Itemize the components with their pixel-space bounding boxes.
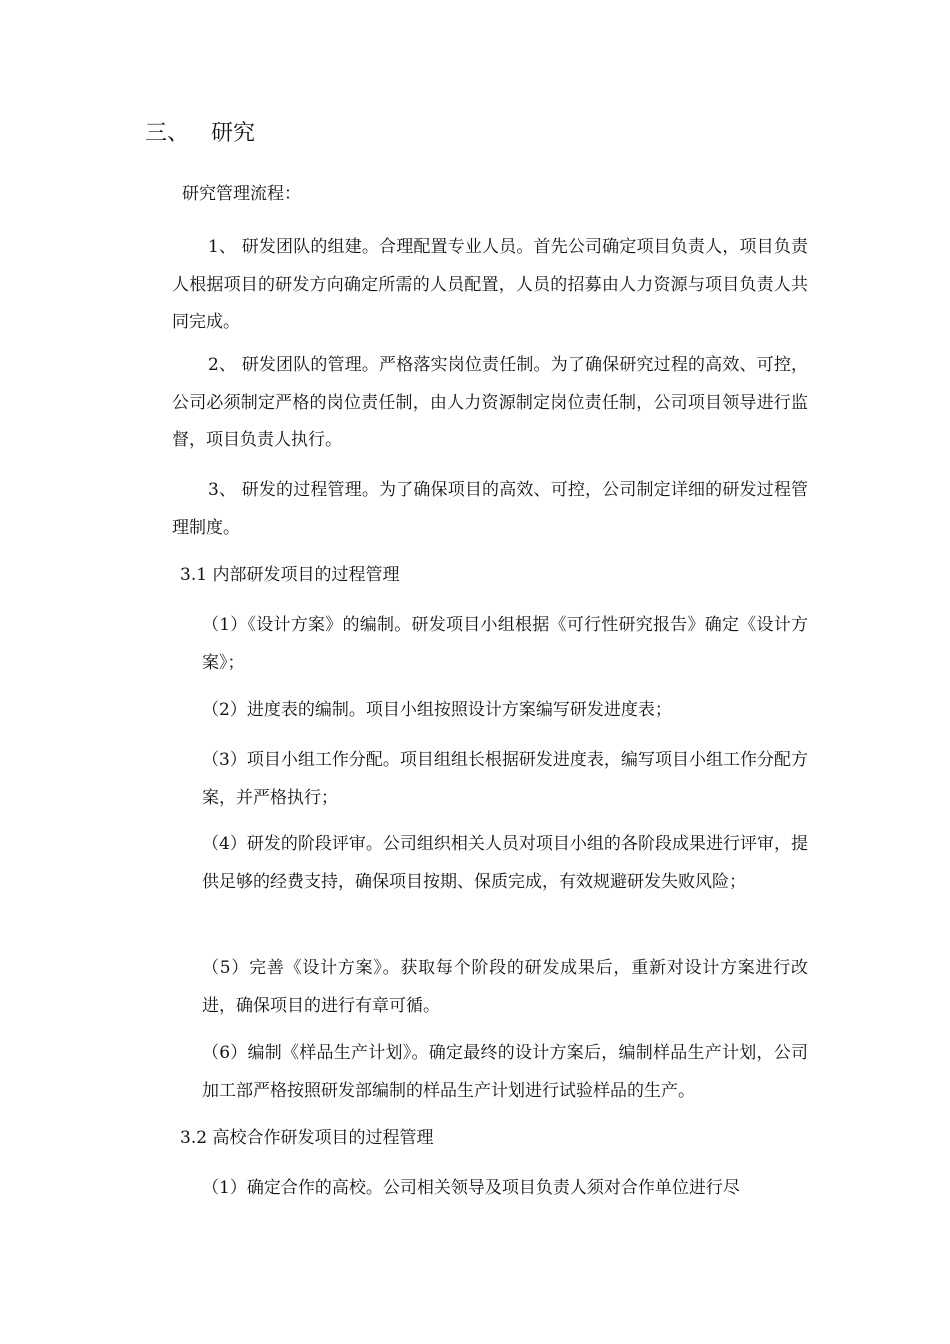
section-heading	[145, 118, 255, 150]
subsection-heading-3-1: 3.1 内部研发项目的过程管理	[180, 565, 400, 585]
paragraph-point-2: 2、 研发团队的管理。严格落实岗位责任制。为了确保研究过程的高效、可控，公司必须制定严格的岗位责任制，由人力资源制定岗位责任制，公司项目领导进行监督，项目负责人执行。	[172, 355, 808, 450]
list-item-3-1-4: （4）研发的阶段评审。公司组织相关人员对项目小组的各阶段成果进行评审，提供足够的经费支持，确保项目按期、保质完成，有效规避研发失败风险；	[202, 834, 808, 892]
paragraph-point-1: 1、 研发团队的组建。合理配置专业人员。首先公司确定项目负责人，项目负责人根据项目的研发方向确定所需的人员配置，人员的招募由人力资源与项目负责人共同完成。	[172, 237, 808, 332]
intro-paragraph: 研究管理流程：	[182, 184, 301, 204]
section-title: 研究	[211, 121, 256, 146]
list-item-3-1-3: （3）项目小组工作分配。项目组组长根据研发进度表，编写项目小组工作分配方案，并严格执行；	[202, 750, 808, 808]
list-item-3-2-1: （1）确定合作的高校。公司相关领导及项目负责人须对合作单位进行尽	[202, 1178, 740, 1198]
list-item-3-1-6: （6）编制《样品生产计划》。确定最终的设计方案后，编制样品生产计划，公司加工部严格按照研发部编制的样品生产计划进行试验样品的生产。	[202, 1043, 808, 1101]
list-item-3-1-2: （2）进度表的编制。项目小组按照设计方案编写研发进度表；	[202, 700, 672, 720]
section-number: 三、	[145, 121, 190, 146]
list-item-3-1-1: （1）《设计方案》的编制。研发项目小组根据《可行性研究报告》确定《设计方案》；	[202, 615, 808, 673]
subsection-heading-3-2: 3.2 高校合作研发项目的过程管理	[180, 1128, 434, 1148]
list-item-3-1-5: （5）完善《设计方案》。获取每个阶段的研发成果后，重新对设计方案进行改进，确保项目的进行有章可循。	[202, 958, 808, 1016]
paragraph-point-3: 3、 研发的过程管理。为了确保项目的高效、可控，公司制定详细的研发过程管理制度。	[172, 480, 808, 538]
